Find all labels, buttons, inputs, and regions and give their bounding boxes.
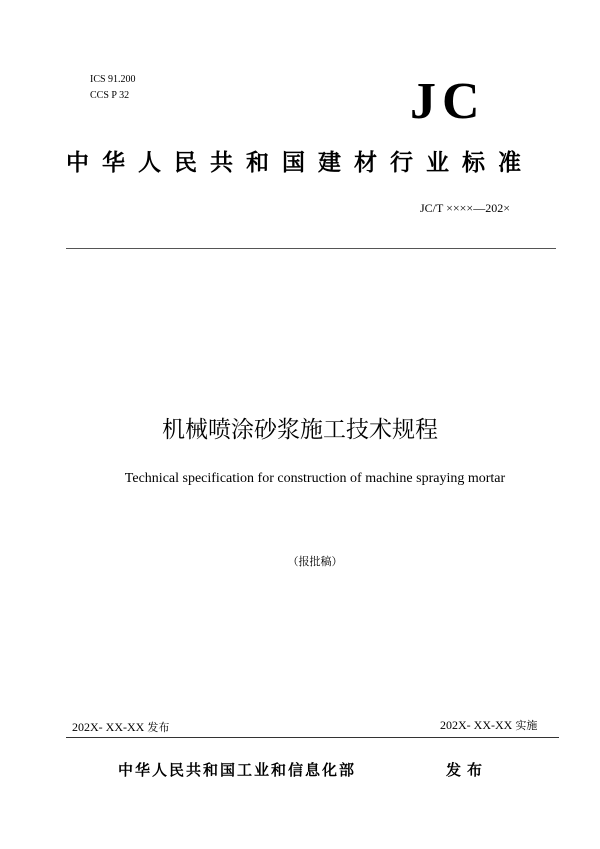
issuing-action: 发布: [446, 761, 489, 779]
footer-divider: [66, 737, 559, 738]
effective-date-line: [440, 717, 537, 734]
publish-date-line: [72, 719, 169, 736]
standard-type-title: 中华人民共和国建材行业标准: [66, 150, 534, 176]
effective-date: 202X- XX-XX: [440, 718, 513, 732]
ccs-code: CCS P 32: [90, 90, 130, 101]
issuing-authority: 中华人民共和国工业和信息化部: [118, 761, 357, 779]
publish-label: 发布: [147, 721, 170, 734]
header-divider: [66, 248, 556, 249]
document-title-chinese: 机械喷涂砂浆施工技术规程: [162, 417, 438, 443]
classification-codes: [90, 72, 136, 104]
ics-code: ICS 91.200: [90, 74, 136, 85]
document-title-english: Technical specification for construction of machine spraying mortar: [124, 471, 506, 486]
draft-status-label: （报批稿）: [287, 555, 343, 568]
publish-date: 202X- XX-XX: [72, 720, 145, 734]
jc-logo: JC: [410, 73, 486, 130]
standard-number: JC/T ××××—202×: [420, 201, 510, 215]
effective-label: 实施: [515, 719, 538, 732]
